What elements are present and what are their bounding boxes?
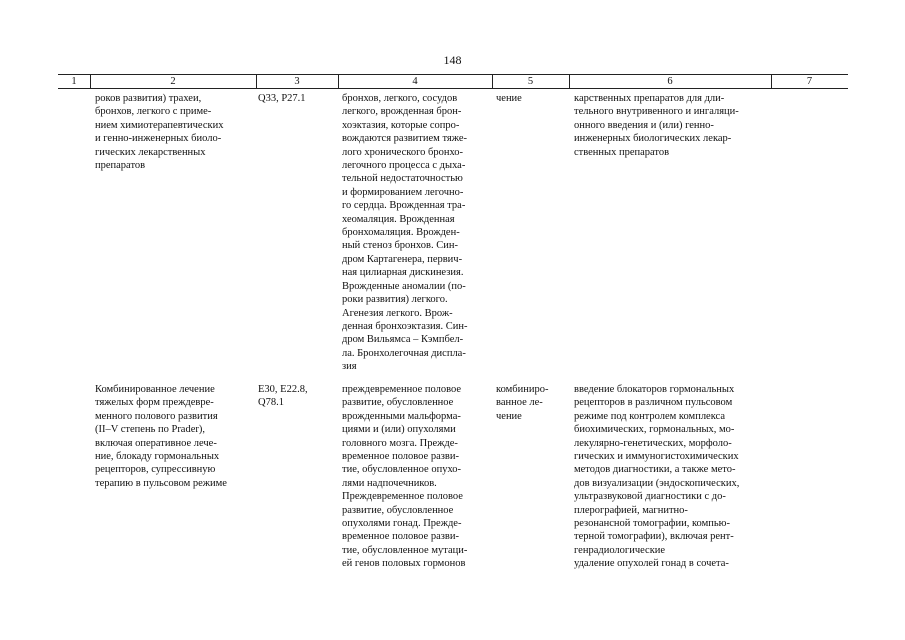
header-col-6: 6	[667, 76, 673, 87]
header-col-3: 3	[294, 76, 300, 87]
header-col-1: 1	[71, 76, 77, 87]
row1-col4-text: бронхов, легкого, сосудов легкого, врожденная брон- хоэктазия, которые сопро- вождаются развитием тяже- лого хронического бронхо- легочного процесса с дыха- тельной недостаточностью и формированием легочно- го сердца. Врожденная тра- хеомаляция. Врожденная бронхомаляция. Врожден- ный стеноз бронхов. Син- дром Картагенера, первич- ная цилиарная дискинезия. Врожденные аномалии (по- роки развития) легкого. Агенезия легкого. Врож- денная бронхоэктазия. Син- дром Вильямса – Кэмпбел- ла. Бронхолегочная диспла- зия	[342, 93, 468, 373]
header-bottom-rule	[58, 88, 848, 89]
row1-col3-codes: Q33, P27.1	[258, 93, 306, 104]
row2-col2-text: Комбинированное лечение тяжелых форм преждевре- менного полового развития (II–V степень по Prader), включая оперативное лече- ние, блокаду гормональных рецепторов, супрессивную терапию в пульсовом режиме	[95, 384, 227, 489]
page-number: 148	[443, 53, 462, 67]
row1-col2-text: роков развития) трахеи, бронхов, легкого с приме- нием химиотерапевтических и генно-инженерных биоло- гических лекарственных препаратов	[95, 93, 224, 172]
row2-col4-text: преждевременное половое развитие, обусловленное врожденными мальформа- циями и (или) опухолями головного мозга. Прежде- временное половое разви- тие, обусловленное опухо- лями надпочечников. Преждевременное половое развитие, обусловленное опухолями гонад. Прежде- временное половое разви- тие, обусловленное мутаци- ей генов половых гормонов	[342, 384, 468, 570]
header-col-2: 2	[170, 76, 176, 87]
row2-col5-text: комбиниро- ванное ле- чение	[496, 384, 549, 422]
row2-col6-text: введение блокаторов гормональных рецепторов в различном пульсовом режиме под контролем комплекса биохимических, гормональных, мо- лекулярно-генетических, морфоло- гических и иммуногистохимических методов диагностики, а также мето- дов визуализации (эндоскопических, ультразвуковой диагностики с до- плерографией, магнитно- резонансной томографии, компью- терной томографии), включая рент- генрадиологические удаление опухолей гонад в сочета-	[574, 384, 740, 570]
header-col-7: 7	[806, 76, 813, 87]
header-col-4: 4	[412, 76, 418, 87]
row2-col3-codes: E30, E22.8, Q78.1	[258, 384, 308, 409]
row1-col5-text: чение	[496, 93, 522, 104]
header-col-5: 5	[527, 76, 534, 87]
row1-col6-text: карственных препаратов для дли- тельного внутривенного и ингаляци- онного введения и (или) генно- инженерных биологических лекар- ственных препаратов	[574, 93, 739, 158]
